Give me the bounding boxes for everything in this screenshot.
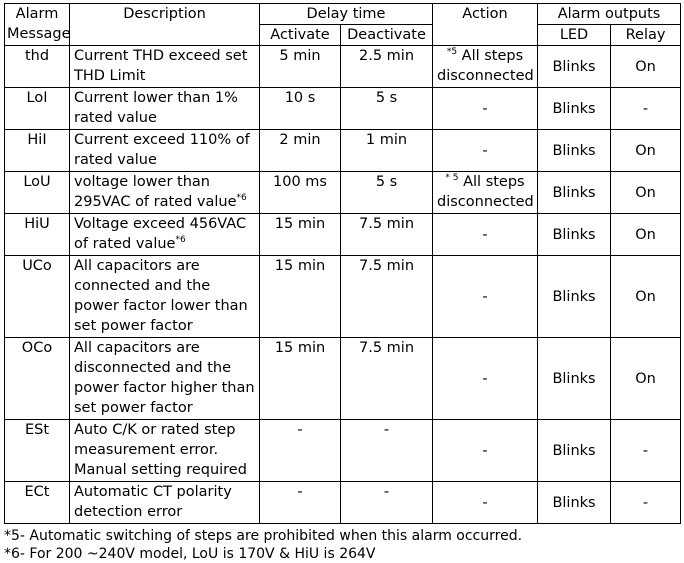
footnote-6: *6- For 200 ~240V model, LoU is 170V & HiU is 264V bbox=[4, 546, 376, 562]
description-text: All capacitors are disconnected and the power factor higher than set power factor bbox=[74, 340, 255, 416]
alarm-code-cell bbox=[5, 214, 70, 256]
relay-cell bbox=[611, 214, 681, 256]
table-row bbox=[5, 338, 681, 420]
description-text: voltage lower than 295VAC of rated value bbox=[74, 174, 237, 210]
description-text: All capacitors are connected and the power factor lower than set power factor bbox=[74, 258, 248, 334]
relay-cell bbox=[611, 88, 681, 130]
description-text: Current THD exceed set THD Limit bbox=[74, 48, 248, 84]
alarm-code-cell bbox=[5, 338, 70, 420]
activate-cell bbox=[260, 214, 341, 256]
header-action: Action bbox=[433, 4, 538, 46]
action-cell bbox=[433, 46, 538, 88]
deactivate-delay: 7.5 min bbox=[359, 340, 415, 356]
led-output: Blinks bbox=[552, 142, 596, 159]
activate-cell bbox=[260, 256, 341, 338]
action-cell bbox=[433, 420, 538, 482]
description-cell bbox=[70, 88, 260, 130]
led-cell bbox=[538, 214, 611, 256]
led-output: Blinks bbox=[552, 442, 596, 459]
activate-cell bbox=[260, 338, 341, 420]
table-row bbox=[5, 88, 681, 130]
relay-output: - bbox=[642, 442, 649, 459]
action-text: - bbox=[482, 288, 488, 305]
relay-output: On bbox=[635, 142, 656, 159]
action-cell bbox=[433, 256, 538, 338]
deactivate-cell bbox=[341, 420, 433, 482]
action-footnote-ref: *5 bbox=[446, 47, 458, 58]
header-alarm-message: Alarm Message bbox=[5, 4, 70, 46]
led-output: Blinks bbox=[552, 226, 596, 243]
description-cell bbox=[70, 214, 260, 256]
alarm-code-cell bbox=[5, 46, 70, 88]
relay-output: On bbox=[635, 370, 656, 387]
led-output: Blinks bbox=[552, 288, 596, 305]
deactivate-delay: - bbox=[383, 484, 390, 500]
description-cell bbox=[70, 130, 260, 172]
action-cell bbox=[433, 88, 538, 130]
alarm-table-container bbox=[4, 3, 681, 524]
deactivate-delay: 5 s bbox=[375, 90, 398, 106]
table-row bbox=[5, 420, 681, 482]
alarm-code: HiU bbox=[24, 216, 50, 232]
deactivate-cell bbox=[341, 88, 433, 130]
deactivate-cell bbox=[341, 46, 433, 88]
alarm-code: HiI bbox=[27, 132, 47, 148]
action-text: All steps disconnected bbox=[437, 174, 534, 210]
alarm-code: OCo bbox=[21, 340, 53, 356]
alarm-code-cell bbox=[5, 482, 70, 524]
activate-delay: - bbox=[297, 484, 303, 500]
header-alarm-outputs: Alarm outputs bbox=[538, 4, 681, 25]
alarm-code: LoI bbox=[26, 90, 48, 106]
action-cell bbox=[433, 338, 538, 420]
header-description: Description bbox=[70, 4, 260, 46]
led-cell bbox=[538, 420, 611, 482]
action-text: - bbox=[482, 100, 488, 117]
activate-delay: 15 min bbox=[274, 258, 326, 274]
alarm-code-cell bbox=[5, 172, 70, 214]
activate-cell bbox=[260, 46, 341, 88]
header-activate: Activate bbox=[260, 25, 341, 46]
deactivate-cell bbox=[341, 256, 433, 338]
deactivate-cell bbox=[341, 338, 433, 420]
action-text: - bbox=[482, 442, 488, 459]
led-output: Blinks bbox=[552, 370, 596, 387]
table-row bbox=[5, 46, 681, 88]
deactivate-delay: 2.5 min bbox=[359, 48, 415, 64]
action-text: - bbox=[482, 142, 488, 159]
deactivate-delay: 1 min bbox=[365, 132, 408, 148]
relay-cell bbox=[611, 420, 681, 482]
alarm-code: ECt bbox=[24, 484, 50, 500]
alarm-table-body bbox=[5, 46, 681, 524]
alarm-code: thd bbox=[24, 48, 50, 64]
relay-cell bbox=[611, 256, 681, 338]
led-cell bbox=[538, 482, 611, 524]
deactivate-cell bbox=[341, 482, 433, 524]
description-text: Auto C/K or rated step measurement error. Manual setting required bbox=[74, 422, 247, 478]
description-cell bbox=[70, 420, 260, 482]
description-cell bbox=[70, 172, 260, 214]
led-cell bbox=[538, 256, 611, 338]
action-text: - bbox=[482, 370, 488, 387]
deactivate-delay: 7.5 min bbox=[359, 258, 415, 274]
led-output: Blinks bbox=[552, 58, 596, 75]
relay-output: - bbox=[642, 494, 649, 511]
relay-cell bbox=[611, 482, 681, 524]
activate-cell bbox=[260, 88, 341, 130]
table-row bbox=[5, 482, 681, 524]
relay-output: On bbox=[635, 226, 656, 243]
table-row bbox=[5, 214, 681, 256]
alarm-code: ESt bbox=[24, 422, 50, 438]
activate-delay: 10 s bbox=[284, 90, 316, 106]
relay-cell bbox=[611, 46, 681, 88]
activate-cell bbox=[260, 482, 341, 524]
action-cell bbox=[433, 482, 538, 524]
alarm-code-cell bbox=[5, 420, 70, 482]
deactivate-delay: - bbox=[383, 422, 390, 438]
activate-cell bbox=[260, 420, 341, 482]
deactivate-cell bbox=[341, 130, 433, 172]
footnote-5: *5- Automatic switching of steps are prohibited when this alarm occurred. bbox=[4, 528, 523, 544]
led-output: Blinks bbox=[552, 184, 596, 201]
description-text: Current lower than 1% rated value bbox=[74, 90, 238, 126]
action-text: All steps disconnected bbox=[437, 48, 534, 84]
activate-delay: - bbox=[297, 422, 303, 438]
activate-delay: 5 min bbox=[279, 48, 321, 64]
activate-delay: 100 ms bbox=[273, 174, 327, 190]
table-row bbox=[5, 130, 681, 172]
led-cell bbox=[538, 88, 611, 130]
alarm-code-cell bbox=[5, 256, 70, 338]
table-row bbox=[5, 256, 681, 338]
deactivate-cell bbox=[341, 214, 433, 256]
description-text: Current exceed 110% of rated value bbox=[74, 132, 250, 168]
header-relay: Relay bbox=[611, 25, 681, 46]
activate-delay: 15 min bbox=[274, 340, 326, 356]
deactivate-delay: 5 s bbox=[375, 174, 398, 190]
led-cell bbox=[538, 338, 611, 420]
activate-delay: 15 min bbox=[274, 216, 326, 232]
action-text: - bbox=[482, 226, 488, 243]
description-text: Automatic CT polarity detection error bbox=[74, 484, 232, 520]
alarm-code-cell bbox=[5, 88, 70, 130]
description-cell bbox=[70, 46, 260, 88]
description-footnote-ref: *6 bbox=[175, 235, 186, 246]
relay-output: - bbox=[642, 100, 649, 117]
alarm-table bbox=[4, 3, 681, 524]
deactivate-cell bbox=[341, 172, 433, 214]
led-cell bbox=[538, 130, 611, 172]
relay-cell bbox=[611, 172, 681, 214]
activate-delay: 2 min bbox=[279, 132, 321, 148]
action-footnote-ref: * 5 bbox=[445, 173, 459, 184]
deactivate-delay: 7.5 min bbox=[359, 216, 415, 232]
relay-cell bbox=[611, 130, 681, 172]
alarm-code-cell bbox=[5, 130, 70, 172]
activate-cell bbox=[260, 172, 341, 214]
action-text: - bbox=[482, 494, 488, 511]
led-cell bbox=[538, 172, 611, 214]
relay-cell bbox=[611, 338, 681, 420]
action-cell bbox=[433, 172, 538, 214]
action-cell bbox=[433, 130, 538, 172]
led-cell bbox=[538, 46, 611, 88]
header-led: LED bbox=[538, 25, 611, 46]
header-deactivate: Deactivate bbox=[341, 25, 433, 46]
activate-cell bbox=[260, 130, 341, 172]
description-cell bbox=[70, 256, 260, 338]
description-footnote-ref: *6 bbox=[236, 193, 247, 204]
relay-output: On bbox=[635, 184, 656, 201]
relay-output: On bbox=[635, 58, 656, 75]
description-text: Voltage exceed 456VAC of rated value bbox=[74, 216, 247, 252]
header-delay-time: Delay time bbox=[260, 4, 433, 25]
alarm-code: LoU bbox=[23, 174, 51, 190]
description-cell bbox=[70, 482, 260, 524]
led-output: Blinks bbox=[552, 494, 596, 511]
description-cell bbox=[70, 338, 260, 420]
alarm-code: UCo bbox=[22, 258, 52, 274]
table-row bbox=[5, 172, 681, 214]
action-cell bbox=[433, 214, 538, 256]
relay-output: On bbox=[635, 288, 656, 305]
led-output: Blinks bbox=[552, 100, 596, 117]
